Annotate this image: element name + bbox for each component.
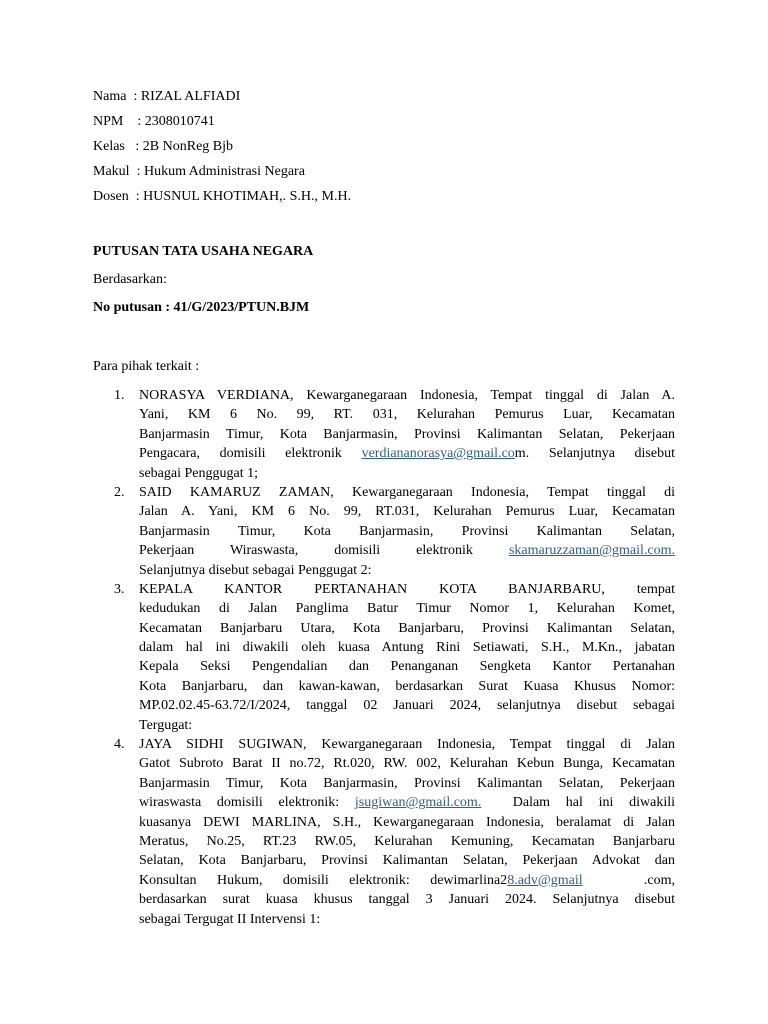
party-item	[93, 483, 675, 580]
party-text-line: Banjarmasin Timur, Kota Banjarmasin, Provinsi Kalimantan Selatan, Pekerjaan	[139, 426, 675, 442]
info-value: 2308010741	[144, 114, 215, 129]
party-text-line: Selanjutnya disebut sebagai Penggugat 2:	[139, 562, 372, 578]
party-text-line: Banjarmasin Timur, Kota Banjarmasin, Provinsi Kalimantan Selatan,	[139, 523, 675, 539]
info-separator: :	[128, 189, 144, 204]
info-row-name: Nama : RIZAL ALFIADI	[93, 87, 351, 112]
party-item	[93, 735, 675, 929]
line-text: m. Selanjutnya disebut	[514, 446, 675, 462]
party-text-line: Jalan A. Yani, KM 6 No. 99, RT.031, Kelurahan Pemurus Luar, Kecamatan	[139, 504, 675, 520]
parties-heading: Para pihak terkait :	[93, 359, 200, 374]
info-row-npm: NPM : 2308010741	[93, 112, 351, 137]
party-text-line: sebagai Tergugat II Intervensi 1:	[139, 911, 321, 927]
line-text: wiraswasta domisili elektronik:	[139, 795, 355, 811]
line-text: .com,	[582, 872, 675, 888]
info-value: Hukum Administrasi Negara	[143, 164, 305, 179]
info-value: RIZAL ALFIADI	[140, 89, 241, 104]
info-value: HUSNUL KHOTIMAH,. S.H., M.H.	[143, 189, 352, 204]
party-text-line: Tergugat:	[139, 717, 193, 733]
party-text-line: Kepala Seksi Pengendalian dan Penanganan Sengketa Kantor Pertanahan	[139, 659, 675, 675]
based-on-label: Berdasarkan:	[93, 272, 167, 287]
party-text-line: SAID KAMARUZ ZAMAN, Kewarganegaraan Indonesia, Tempat tinggal di	[139, 484, 675, 500]
party-text-line: kuasanya DEWI MARLINA, S.H., Kewarganegaraan Indonesia, beralamat di Jalan	[139, 814, 675, 830]
party-number: 1.	[114, 388, 125, 403]
party-text-line: Selatan, Kota Banjarbaru, Provinsi Kalimantan Selatan, Pekerjaan Advokat dan	[139, 853, 675, 869]
line-text: Konsultan Hukum, domisili elektronik: dewimarlina2	[139, 872, 508, 888]
info-row-class: Kelas : 2B NonReg Bjb	[93, 137, 351, 162]
party-item	[93, 580, 675, 735]
party-text-line: JAYA SIDHI SUGIWAN, Kewarganegaraan Indonesia, Tempat tinggal di Jalan	[139, 737, 675, 753]
line-text: Pekerjaan Wiraswasta, domisili elektronik	[139, 543, 509, 559]
info-separator: :	[124, 139, 143, 154]
party-text-line: Gatot Subroto Barat II no.72, Rt.020, RW. 002, Kelurahan Kebun Bunga, Kecamatan	[139, 756, 675, 772]
party-text-line: dalam hal ini diwakili oleh kuasa Antung Rini Setiawati, S.H., M.Kn., jabatan	[139, 640, 675, 656]
party-item	[93, 386, 675, 483]
student-info	[93, 87, 351, 212]
info-separator: :	[123, 114, 145, 129]
party-text-line: Meratus, No.25, RT.23 RW.05, Kelurahan Kemuning, Kecamatan Banjarbaru	[139, 833, 675, 849]
email-link[interactable]: 8.adv@gmail	[507, 872, 583, 888]
line-text: Pengacara, domisili elektronik	[139, 446, 362, 462]
info-value: 2B NonReg Bjb	[142, 139, 234, 154]
email-link[interactable]: skamaruzzaman@gmail.com.	[508, 543, 675, 559]
line-text: Dalam hal ini diwakili	[481, 795, 675, 811]
info-row-course: Makul : Hukum Administrasi Negara	[93, 162, 351, 187]
document-title: PUTUSAN TATA USAHA NEGARA	[93, 244, 314, 259]
party-text-line: Kota Banjarbaru, dan kawan-kawan, berdasarkan Surat Kuasa Khusus Nomor:	[139, 678, 675, 694]
party-number: 2.	[114, 484, 125, 500]
party-number: 4.	[114, 737, 125, 753]
party-text-line: KEPALA KANTOR PERTANAHAN KOTA BANJARBARU, tempat	[139, 581, 675, 597]
party-text-line	[139, 871, 675, 890]
info-row-lecturer: Dosen : HUSNUL KHOTIMAH,. S.H., M.H.	[93, 187, 351, 212]
party-text-line: Banjarmasin Timur, Kota Banjarmasin, Provinsi Kalimantan Selatan, Pekerjaan	[139, 775, 675, 791]
party-text-line: NORASYA VERDIANA, Kewarganegaraan Indonesia, Tempat tinggal di Jalan A.	[139, 388, 675, 403]
decision-number: No putusan : 41/G/2023/PTUN.BJM	[93, 300, 310, 315]
party-text-line: berdasarkan surat kuasa khusus tanggal 3 Januari 2024. Selanjutnya disebut	[139, 892, 675, 908]
party-text-line	[139, 541, 675, 560]
info-separator: :	[129, 164, 144, 179]
email-link[interactable]: verdiananorasya@gmail.co	[361, 446, 515, 462]
info-separator: :	[126, 89, 141, 104]
parties-list	[93, 386, 675, 929]
party-text-line: kedudukan di Jalan Panglima Batur Timur Nomor 1, Kelurahan Komet,	[139, 601, 675, 617]
party-text-line	[139, 444, 675, 463]
email-link[interactable]: jsugiwan@gmail.com.	[354, 795, 482, 811]
party-text-line: Yani, KM 6 No. 99, RT. 031, Kelurahan Pemurus Luar, Kecamatan	[139, 407, 675, 423]
party-text-line: MP.02.02.45-63.72/I/2024, tanggal 02 Januari 2024, selanjutnya disebut sebagai	[139, 698, 675, 714]
party-number: 3.	[114, 581, 125, 597]
party-text-line: Kecamatan Banjarbaru Utara, Kota Banjarbaru, Provinsi Kalimantan Selatan,	[139, 620, 675, 636]
party-text-line: sebagai Penggugat 1;	[139, 465, 258, 481]
party-text-line	[139, 793, 675, 812]
